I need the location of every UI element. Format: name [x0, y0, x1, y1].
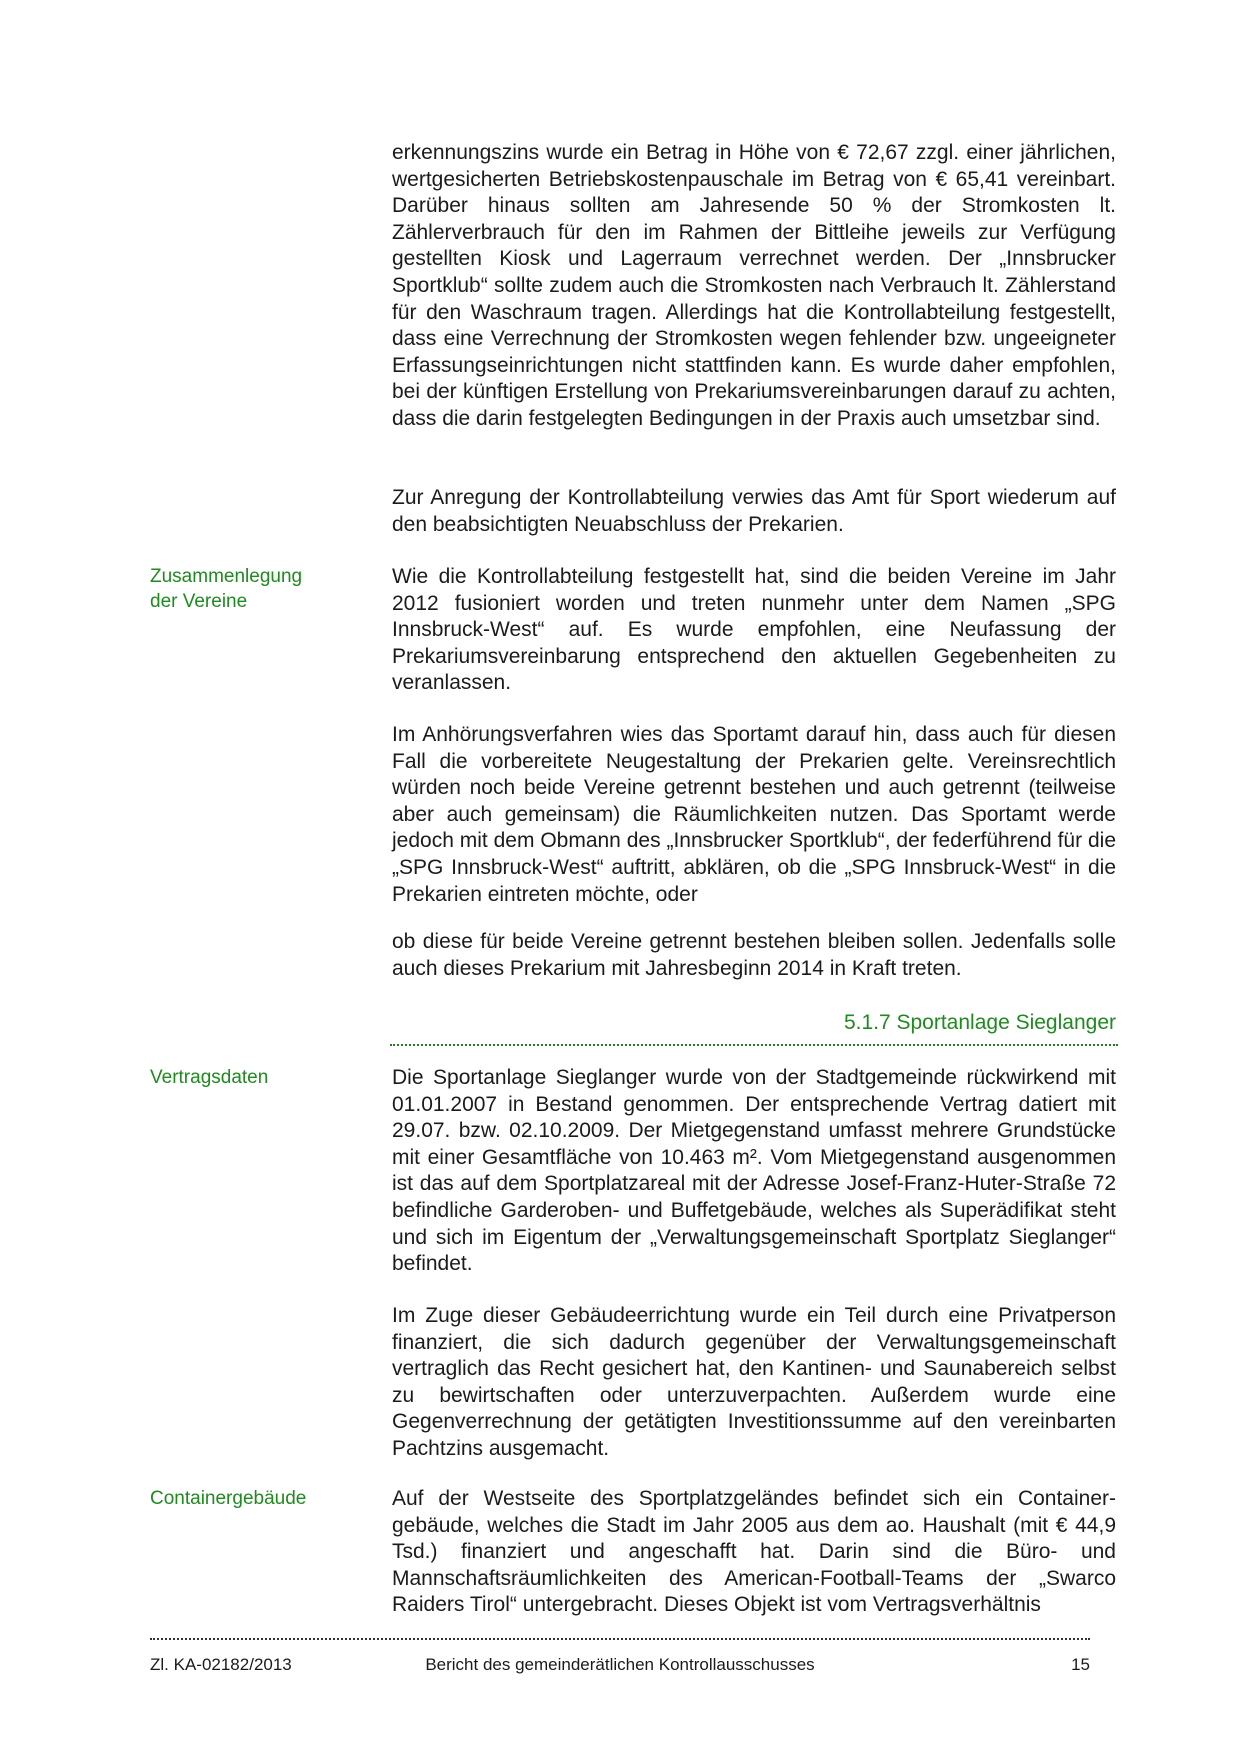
footer-page-number: 15 [1071, 1655, 1090, 1674]
paragraph-anerkennungszins: erkennungszins wurde ein Betrag in Höhe von € 72,67 zzgl. einer jährlichen, wertgesicherten Betriebskostenpauschale im Betrag von € 65,41 vereinbart. Darüber hinaus sollten am Jahresende 50 % der Stromkosten lt. Zählerverbrauch für den im Rahmen der Bittleihe jeweils zur Verfügung gestellten Kiosk und Lagerraum verrechnet werden. Der „Innsbrucker Sportklub“ sollte zudem auch die Stromkosten nach Verbrauch lt. Zählerstand für den Waschraum tragen. Allerdings hat die Kontrollabteilung festgestellt, dass eine Verrechnung der Stromkosten wegen fehlender bzw. ungeeigneter Erfassungseinrichtungen nicht stattfinden kann. Es wurde daher empfohlen, bei der künftigen Erstellung von Prekariumsvereinbarungen darauf zu achten, dass die darin festgelegten Bedingungen in der Praxis auch umsetzbar sind. [392, 141, 1116, 430]
paragraph-anregung: Zur Anregung der Kontrollabteilung verwies das Amt für Sport wiederum auf den beabsichtigten Neuabschluss der Prekarien. [392, 486, 1116, 536]
footer-reference: Zl. KA-02182/2013 [150, 1655, 292, 1674]
side-label-containergebaeude: Containergebäude [150, 1488, 307, 1509]
paragraph-fusion: Wie die Kontrollabteilung festgestellt hat, sind die beiden Vereine im Jahr 2012 fusioniert worden und treten nunmehr unter dem Namen „SPG Innsbruck-West“ auf. Es wurde empfohlen, eine Neufassung der Prekariumsvereinbarung entsprechend den aktuellen Gegebenheiten zu veranlassen. [392, 565, 1116, 695]
section-heading-divider [390, 1044, 1118, 1046]
section-heading: 5.1.7 Sportanlage Sieglanger [843, 1011, 1116, 1034]
paragraph-vertragsdaten: Die Sportanlage Sieglanger wurde von der Stadtgemeinde rückwirkend mit 01.01.2007 in Bestand genommen. Der entsprechende Vertrag datiert mit 29.07. bzw. 02.10.2009. Der Mietgegenstand umfasst mehrere Grundstücke mit einer Gesamtfläche von 10.463 m². Vom Mietgegenstand ausgenommen ist das auf dem Sportplatzareal mit der Adresse Josef-Franz-Huter-Straße 72 befindliche Garderoben- und Buffetgebäude, welches als Superädifikat steht und sich im Eigentum der „Verwaltungsgemeinschaft Sportplatz Sieglanger“ befindet. [392, 1066, 1116, 1276]
footer-divider [150, 1638, 1090, 1640]
footer-title: Bericht des gemeinderätlichen Kontrollausschusses [425, 1655, 815, 1674]
paragraph-anhoerung: Im Anhörungsverfahren wies das Sportamt darauf hin, dass auch für diesen Fall die vorbereitete Neugestaltung der Prekarien gelte. Vereinsrechtlich würden noch beide Vereine getrennt bestehen und auch getrennt (teilweise aber auch gemeinsam) die Räumlichkeiten nutzen. Das Sportamt werde jedoch mit dem Obmann des „Innsbrucker Sportklub“, der federführend für die „SPG Innsbruck-West“ auftritt, abklären, ob die „SPG Innsbruck-West“ in die Prekarien eintreten möchte, oder [392, 723, 1116, 906]
side-label-zusammenlegung [150, 564, 350, 614]
paragraph-containergebaeude: Auf der Westseite des Sportplatzgeländes befindet sich ein Containergebäude, welches die Stadt im Jahr 2005 aus dem ao. Haushalt (mit € 44,9 Tsd.) finanziert und angeschafft hat. Darin sind die Büro- und Mannschaftsräumlichkeiten des American-Football-Teams der „Swarco Raiders Tirol“ untergebracht. Dieses Objekt ist vom Vertragsverhältnis [392, 1487, 1116, 1617]
side-label-line: der Vereine [150, 591, 248, 612]
side-label-line: Zusammenlegung [150, 566, 303, 587]
paragraph-gebaeudeerrichtung: Im Zuge dieser Gebäudeerrichtung wurde ein Teil durch eine Privatperson finanziert, die sich dadurch gegenüber der Verwaltungsgemeinschaft vertraglich das Recht gesichert hat, den Kantinen- und Saunabereich selbst zu bewirtschaften oder unterzuverpachten. Außerdem wurde eine Gegenverrechnung der getätigten Investitionssumme auf den vereinbarten Pachtzins ausgemacht. [392, 1304, 1116, 1460]
paragraph-jedenfalls: ob diese für beide Vereine getrennt bestehen bleiben sollen. Jedenfalls solle auch dieses Prekarium mit Jahresbeginn 2014 in Kraft treten. [392, 930, 1116, 980]
side-label-vertragsdaten: Vertragsdaten [150, 1067, 269, 1088]
